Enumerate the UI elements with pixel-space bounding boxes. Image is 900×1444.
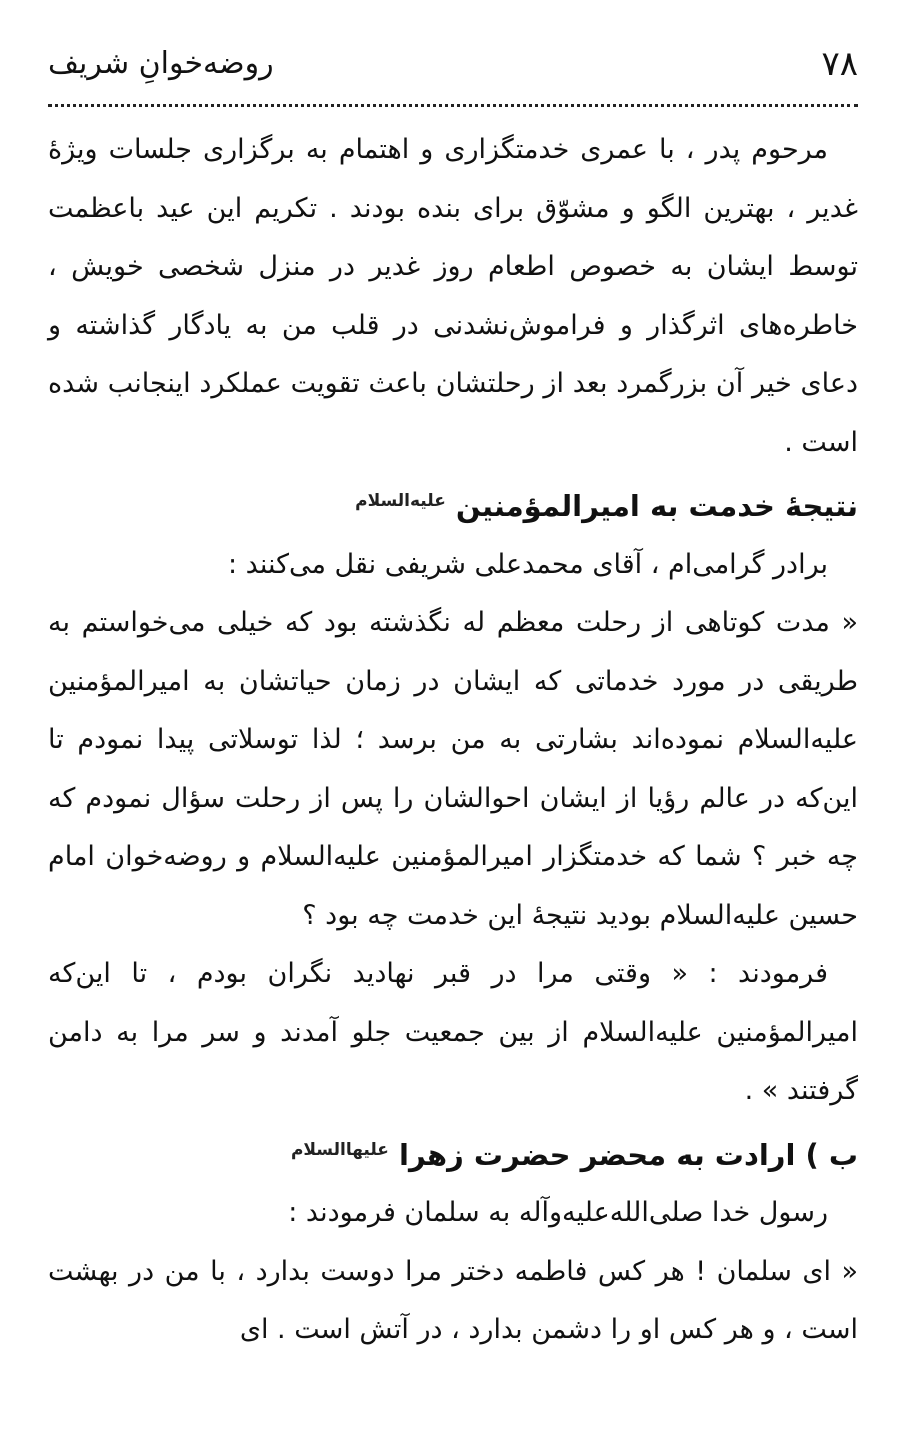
section-heading — [48, 472, 858, 536]
quote-paragraph: « مدت کوتاهی از رحلت معظم له نگذشته بود که خیلی می‌خواستم به طریقی در مورد خدماتی که ایشان در زمان حیاتشان به امیرالمؤمنین علیه‌السلام نموده‌اند بشارتی به من برسد ؛ لذا توسلاتی پیدا نمودم تا این‌که در عالم رؤیا از ایشان احوالشان را پس از رحلت سؤال نمودم که چه خبر ؟ شما که خدمتگزار امیرالمؤمنین علیه‌السلام و روضه‌خوان امام حسین علیه‌السلام بودید نتیجۀ این خدمت چه بود ؟ — [48, 607, 858, 931]
page-body — [48, 121, 858, 1360]
paragraph: فرمودند : « وقتی مرا در قبر نهادید نگران بودم ، تا این‌که امیرالمؤمنین علیه‌السلام از بین جمعیت جلو آمدند و سر مرا به دامن گرفتند » . — [48, 958, 858, 1106]
section-heading — [48, 1121, 858, 1185]
paragraph: برادر گرامی‌ام ، آقای محمدعلی شریفی نقل می‌کنند : — [228, 548, 828, 580]
page-header — [48, 40, 858, 96]
quote-paragraph: « ای سلمان ! هر کس فاطمه دختر مرا دوست بدارد ، با من در بهشت است ، و هر کس او را دشمن بدارد ، در آتش است . ای — [48, 1255, 858, 1345]
paragraph: رسول خدا صلی‌الله‌علیه‌وآله به سلمان فرمودند : — [288, 1197, 828, 1228]
running-title: روضه‌خوانِ شریف — [48, 46, 274, 81]
honorific-mark: علیه‌السلام — [355, 491, 446, 511]
honorific-mark: علیهاالسلام — [290, 1139, 389, 1160]
heading-text: ب ) ارادت به محضر حضرت زهرا — [399, 1137, 858, 1172]
header-divider — [48, 104, 858, 107]
book-page — [48, 40, 858, 1360]
paragraph: مرحوم پدر ، با عمری خدمتگزاری و اهتمام به برگزاری جلسات ویژۀ غدیر ، بهترین الگو و مشوّق برای بنده بودند . تکریم این عید باعظمت توسط ایشان به خصوص اطعام روز غدیر در منزل شخصی خویش ، خاطره‌های اثرگذار و فراموش‌نشدنی در قلب من به یادگار گذاشته و دعای خیر آن بزرگمرد بعد از رحلتشان باعث تقویت عملکرد اینجانب شده است . — [48, 134, 858, 458]
heading-text: نتیجۀ خدمت به امیرالمؤمنین — [455, 489, 858, 523]
page-number: ۷۸ — [821, 44, 858, 84]
